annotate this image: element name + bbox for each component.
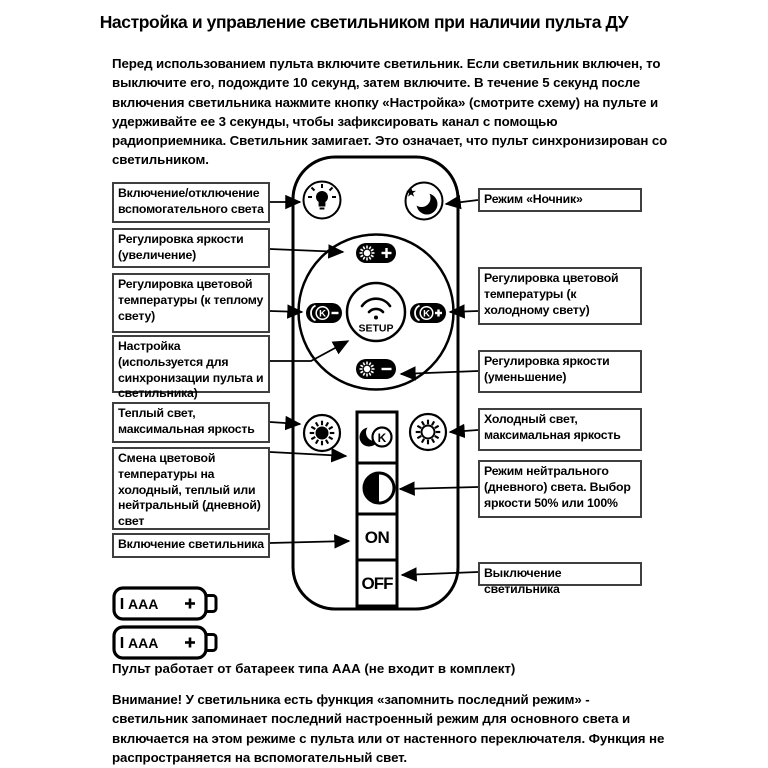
label-brightness-up: Регулировка яркости (увеличение) <box>112 228 270 268</box>
label-color-cycle: Смена цветовой температуры на холодный, теплый или нейтральный (дневной) свет <box>112 447 270 530</box>
color-temp-cold-button[interactable] <box>410 303 446 323</box>
off-button[interactable] <box>362 574 394 593</box>
warning-paragraph: Внимание! У светильника есть функция «запомнить последний режим» - светильник запоминает последний настроенный режим для основного света и включается на этом режиме с пульта или от настенного переключателя. Функция не распространяется на вспомогательный свет. <box>112 692 665 765</box>
label-night-mode: Режим «Ночник» <box>478 188 642 212</box>
remote-diagram: AAA ★ K K SETUP K ON OFF <box>0 0 768 768</box>
cold-light-button[interactable] <box>410 414 446 450</box>
label-turn-on: Включение светильника <box>112 533 270 558</box>
label-aux-light: Включение/отключение вспомогательного света <box>112 182 270 223</box>
neutral-mode-button[interactable] <box>364 473 394 503</box>
label-setup: Настройка (используется для синхронизации пульта и светильника) <box>112 335 270 393</box>
label-color-temp-warm: Регулировка цветовой температуры (к теплому свету) <box>112 273 270 333</box>
night-mode-button[interactable] <box>406 183 443 220</box>
aux-light-button[interactable] <box>304 182 341 219</box>
intro-paragraph: Перед использованием пульта включите светильник. Если светильник включен, то выключите его, подождите 10 секунд, затем включите. В течение 5 секунд после включения светильника нажмите кнопку «Настройка» (смотрите схему) на пульте и удерживайте ее 3 секунды, чтобы зафиксировать канал с помощью радиоприемника. Светильник замигает. Это означает, что пульт синхронизирован со светильником. <box>112 56 668 168</box>
arrow-k-minus <box>270 311 302 312</box>
label-turn-off: Выключение светильника <box>478 562 642 586</box>
svg-text:K: K <box>423 308 430 320</box>
svg-text:SETUP: SETUP <box>358 322 394 335</box>
brightness-down-button[interactable] <box>356 359 396 379</box>
svg-text:K: K <box>377 431 387 445</box>
svg-text:ON: ON <box>364 528 390 547</box>
on-button[interactable] <box>365 528 390 547</box>
page-title: Настройка и управление светильником при наличии пульта ДУ <box>99 12 629 32</box>
battery-aaa-1 <box>114 588 216 619</box>
star-icon: ★ <box>406 187 416 199</box>
brightness-up-button[interactable] <box>356 243 396 263</box>
label-cold-light: Холодный свет, максимальная яркость <box>478 408 642 451</box>
label-color-temp-cold: Регулировка цветовой температуры (к холодному свету) <box>478 267 642 325</box>
battery-aaa-2 <box>114 627 216 658</box>
label-brightness-down: Регулировка яркости (уменьшение) <box>478 350 642 393</box>
svg-text:K: K <box>319 308 326 320</box>
label-neutral-mode: Режим нейтрального (дневного) света. Выбор яркости 50% или 100% <box>478 460 642 518</box>
setup-button[interactable] <box>347 283 405 341</box>
arrow-k-plus <box>450 311 478 312</box>
color-temp-warm-button[interactable] <box>306 303 342 323</box>
warm-light-button[interactable] <box>304 415 340 451</box>
battery-note: Пульт работает от батареек типа ААА (не входит в комплект) <box>112 661 516 676</box>
contrast-icon <box>364 473 394 503</box>
label-warm-light: Теплый свет, максимальная яркость <box>112 402 270 443</box>
svg-text:OFF: OFF <box>361 574 393 593</box>
